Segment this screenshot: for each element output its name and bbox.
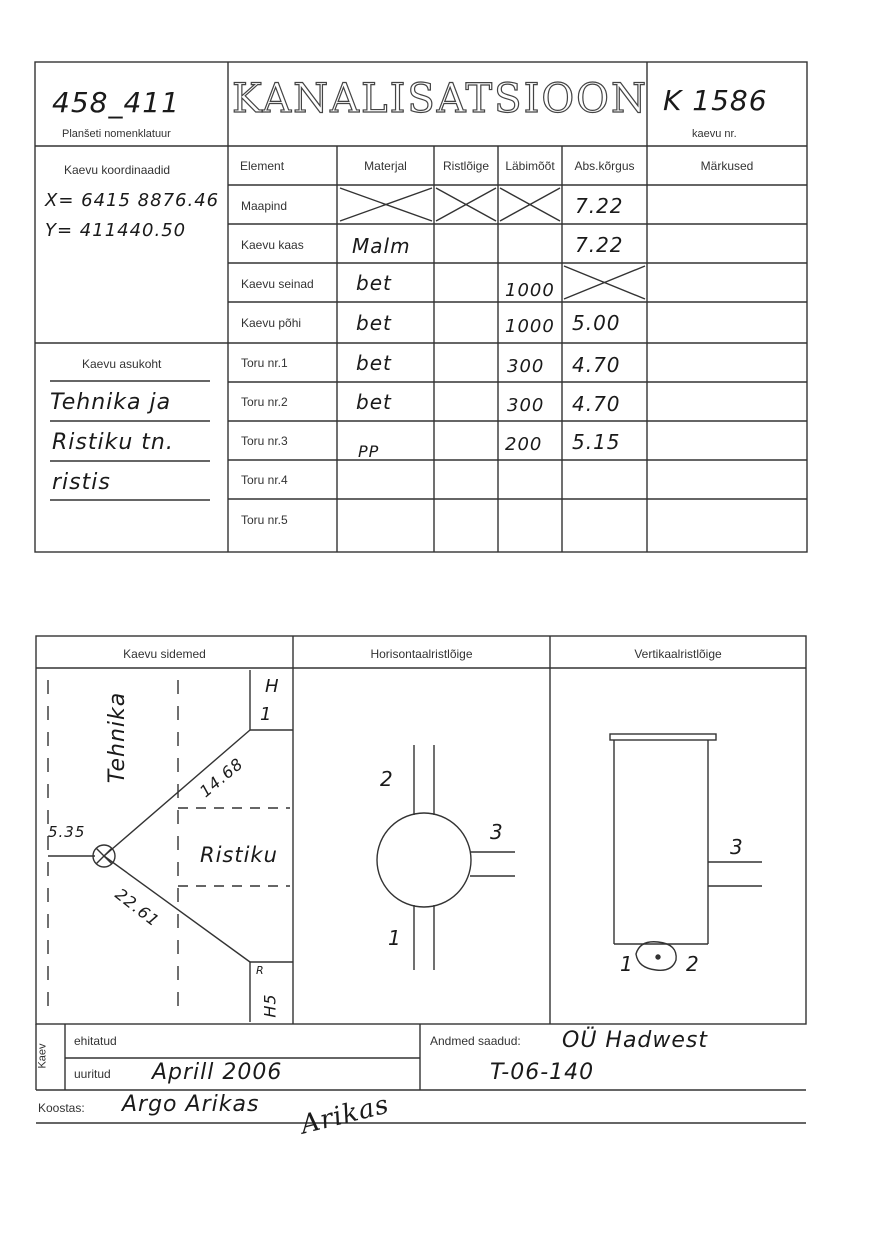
h-pipe-2-label: 2 (380, 767, 394, 791)
location-label: Kaevu asukoht (82, 357, 162, 371)
data-source-label: Andmed saadud: (430, 1034, 521, 1048)
section-connections-title: Kaevu sidemed (123, 647, 206, 661)
section-horizontal-title: Horisontaalristlõige (370, 647, 473, 661)
distance-1: 14.68 (195, 753, 247, 802)
row-element: Kaevu seinad (241, 277, 314, 291)
street-label-tehnika: Tehnika (105, 691, 131, 784)
location-line-2: Ristiku tn. (52, 430, 174, 455)
row-element: Kaevu kaas (241, 238, 304, 252)
coord-y: Y= 411440.50 (45, 220, 187, 241)
row-height: 5.15 (572, 430, 621, 454)
distance-2: 22.61 (111, 884, 164, 931)
v-pipe-2-label: 2 (686, 952, 700, 976)
row-diameter: 1000 (505, 316, 555, 337)
row-element: Toru nr.4 (241, 473, 288, 487)
row-material: PP (358, 442, 380, 461)
data-reference: T-06-140 (490, 1060, 595, 1085)
row-diameter: 1000 (505, 280, 555, 301)
col-header-element: Element (240, 159, 285, 173)
page-title: KANALISATSIOON (232, 76, 648, 122)
row-height: 5.00 (572, 311, 621, 335)
col-header-diameter: Läbimõõt (505, 159, 555, 173)
h-pipe-3-label: 3 (490, 820, 504, 844)
row-material: bet (356, 390, 392, 414)
section-vertical-title: Vertikaalristlõige (634, 647, 722, 661)
col-header-section: Ristlõige (442, 159, 490, 173)
row-diameter: 300 (507, 356, 545, 377)
nomenclature-value: 458_411 (52, 86, 180, 119)
coord-x: X= 6415 8876.46 (45, 190, 220, 211)
well-h1-top: H (265, 676, 280, 697)
built-label: ehitatud (74, 1034, 117, 1048)
location-line-3: ristis (52, 470, 111, 495)
row-element: Toru nr.1 (241, 356, 288, 370)
row-material: bet (356, 271, 392, 295)
coords-label: Kaevu koordinaadid (64, 163, 171, 177)
row-element: Kaevu põhi (241, 316, 302, 330)
surveyed-label: uuritud (74, 1067, 111, 1081)
well-h2-top: R (256, 964, 265, 977)
well-h1-bottom: 1 (260, 704, 273, 725)
row-material: Malm (352, 234, 411, 258)
well-number-label: kaevu nr. (692, 128, 737, 140)
well-number-value: K 1586 (663, 84, 768, 117)
v-pipe-1-label: 1 (620, 952, 634, 976)
h-pipe-1-label: 1 (388, 926, 402, 950)
row-height: 4.70 (572, 353, 621, 377)
row-material: bet (356, 311, 392, 335)
elevation-label: 5.35 (48, 823, 86, 841)
v-pipe-3-label: 3 (730, 835, 744, 859)
row-element: Maapind (241, 199, 288, 213)
data-source-value: OÜ Hadwest (562, 1028, 709, 1053)
row-material: bet (356, 351, 392, 375)
row-element: Toru nr.2 (241, 395, 288, 409)
row-element: Toru nr.5 (241, 513, 288, 527)
row-diameter: 300 (507, 395, 545, 416)
row-height: 7.22 (575, 233, 624, 257)
row-element: Toru nr.3 (241, 434, 288, 448)
surveyed-value: Aprill 2006 (152, 1060, 283, 1085)
col-header-height: Abs.kõrgus (574, 159, 635, 173)
well-h2-bottom: H5 (260, 993, 280, 1018)
compiled-label: Koostas: (38, 1101, 85, 1115)
col-header-notes: Märkused (700, 159, 754, 173)
footer-side-label: Kaev (36, 1043, 49, 1069)
row-height: 7.22 (575, 194, 624, 218)
row-diameter: 200 (505, 434, 543, 455)
nomenclature-label: Planšeti nomenklatuur (62, 128, 171, 140)
row-height: 4.70 (572, 392, 621, 416)
col-header-material: Materjal (364, 159, 407, 173)
street-label-ristiku: Ristiku (200, 843, 278, 867)
signature: Arikas (297, 1089, 393, 1141)
compiled-value: Argo Arikas (122, 1092, 260, 1117)
location-line-1: Tehnika ja (50, 390, 172, 415)
